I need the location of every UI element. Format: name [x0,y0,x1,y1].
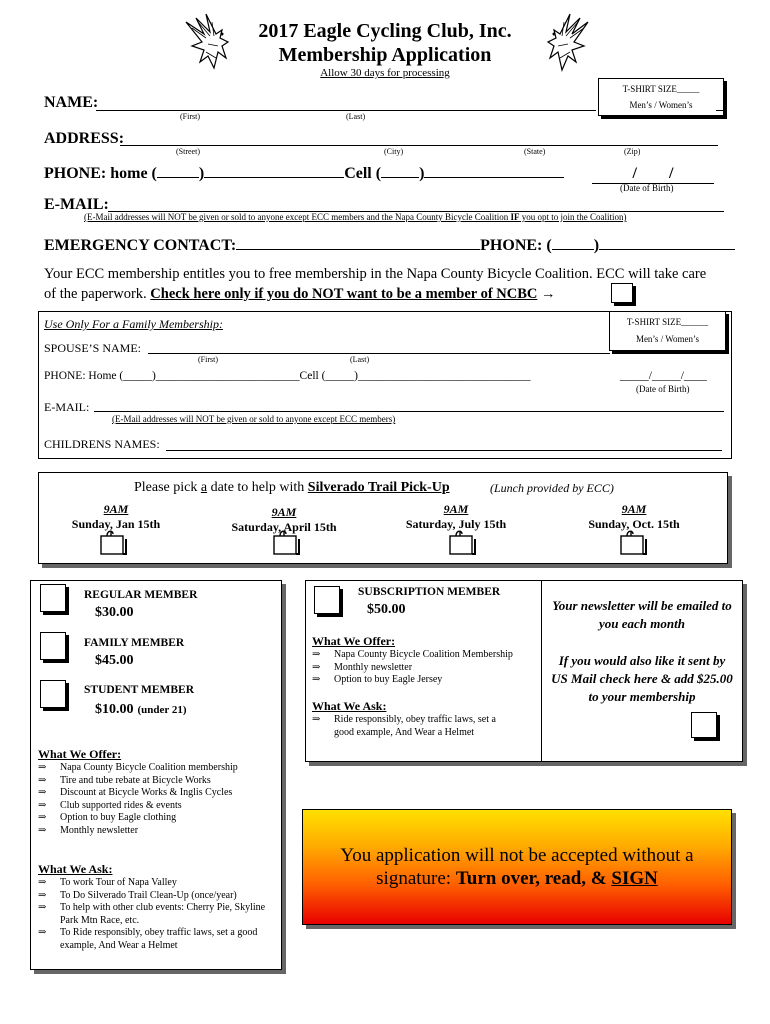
ncbc-check-text: Check here only if you do NOT want to be a member of NCBC [150,286,538,302]
subscription-ask-list [312,714,512,739]
silverado-time: 9AM [621,502,647,516]
silverado-date-4-checkbox[interactable] [619,530,647,556]
email-label: E-MAIL: [44,196,109,213]
student-member-checkbox[interactable] [40,680,66,708]
list-item: ⇒ Napa County Bicycle Coalition membership [38,762,258,775]
tshirt-size-options[interactable]: Men’s / Women’s [629,100,693,110]
silverado-day: Saturday, July 15th [405,517,507,531]
ask-title: What We Ask: [38,862,113,876]
family-tshirt-options[interactable]: Men’s / Women’s [635,334,700,344]
list-item: ⇒ To Ride responsibly, obey traffic laws, set a good example, And Wear a Helmet [38,927,270,952]
list-item: ⇒ To Do Silverado Trail Clean-Up (once/year) [38,890,270,903]
page-title: 2017 Eagle Cycling Club, Inc. [258,20,512,42]
email-note-if: IF [510,212,520,222]
spouse-first-caption: (First) [198,355,218,364]
cell-label: Cell ( [344,165,382,182]
emergency-phone-blank[interactable] [599,249,735,250]
silverado-time: 9AM [271,505,297,519]
student-price-value: $10.00 [95,702,134,717]
list-item: ⇒ Napa County Bicycle Coalition Membership [312,649,532,662]
silverado-prompt-b: date to help with [207,480,308,495]
list-item: ⇒ Monthly newsletter [38,825,258,838]
family-tshirt-box [609,311,726,351]
spouse-name-field[interactable] [148,353,610,354]
processing-note: Allow 30 days for processing [320,67,450,79]
tshirt-size-label: T-SHIRT SIZE_____ [622,84,700,94]
dob-slashes: / / [632,165,674,182]
phone-close: ) [198,165,205,182]
name-field[interactable] [96,110,596,111]
name-last-caption: (Last) [346,112,366,121]
spouse-dob-caption: (Date of Birth) [636,384,690,394]
address-zip-caption: (Zip) [624,147,641,156]
silverado-date-3 [386,502,526,532]
subscription-member-price: $50.00 [367,602,406,617]
list-item: ⇒ Ride responsibly, obey traffic laws, set a good example, And Wear a Helmet [312,714,512,739]
silverado-event-name: Silverado Trail Pick-Up [307,480,450,495]
warning-text-b: Turn over, read, & [455,868,612,889]
spouse-last-caption: (Last) [350,355,370,364]
list-item: ⇒ Monthly newsletter [312,662,532,675]
dob-field[interactable] [592,165,714,184]
list-item: ⇒ To work Tour of Napa Valley [38,877,270,890]
silverado-date-3-checkbox[interactable] [448,530,476,556]
regular-member-price: $30.00 [95,605,134,620]
ncbc-opt-out-checkbox[interactable] [611,283,633,303]
address-street-caption: (Street) [176,147,200,156]
address-field[interactable] [120,145,718,146]
silverado-prompt-a: Please pick [134,480,201,495]
silverado-day: Sunday, Oct. 15th [588,517,680,531]
spouse-email-field[interactable] [94,411,724,412]
newsletter-mail-note: If you would also like it sent by US Mail check here & add $25.00 to your membership [551,653,733,704]
family-tshirt-label: T-SHIRT SIZE______ [626,317,709,327]
silverado-day: Sunday, Jan 15th [71,517,161,531]
silverado-time: 9AM [443,502,469,516]
silverado-prompt [134,480,450,496]
phone-home-blank[interactable] [204,177,344,178]
newsletter-mail-checkbox[interactable] [691,712,717,738]
address-label: ADDRESS: [44,130,125,147]
address-state-caption: (State) [524,147,546,156]
list-item: ⇒ Discount at Bicycle Works & Inglis Cycles [38,787,258,800]
silverado-prompt-a-underlined: a [200,480,208,495]
silverado-time: 9AM [103,502,129,516]
spouse-dob-field[interactable]: _____/_____/____ [620,370,707,382]
spouse-phone-field[interactable]: PHONE: Home (_____)_________________________Cell (_____)______________________________ [44,370,531,382]
warning-text-a: You application will not be accepted without a signature: [340,845,694,889]
regular-member-checkbox[interactable] [40,584,66,612]
regular-member-label: REGULAR MEMBER [84,589,198,601]
subscription-offer-list [312,649,532,687]
silverado-date-1-checkbox[interactable] [99,530,127,556]
address-city-caption: (City) [384,147,404,156]
subscription-ask-title: What We Ask: [312,699,387,713]
dob-caption: (Date of Birth) [620,183,674,193]
warning-text-sign: SIGN [611,868,658,889]
list-item: ⇒ Option to buy Eagle Jersey [312,674,532,687]
children-names-label: CHILDRENS NAMES: [44,437,160,451]
student-member-price [95,700,187,718]
subscription-member-label: SUBSCRIPTION MEMBER [358,586,501,598]
newsletter-email-note: Your newsletter will be emailed to you each month [552,598,732,631]
arrow-right-icon: → [541,286,556,302]
silverado-lunch-note: (Lunch provided by ECC) [490,481,614,495]
silverado-date-2-checkbox[interactable] [272,530,300,556]
email-note-a: (E-Mail addresses will NOT be given or sold to anyone except ECC members and the Napa County Bicycle Coalition [84,212,511,222]
student-member-label: STUDENT MEMBER [84,684,195,696]
list-item: ⇒ Tire and tube rebate at Bicycle Works [38,775,258,788]
list-item: ⇒ Club supported rides & events [38,800,258,813]
subscription-member-checkbox[interactable] [314,586,340,614]
signature-warning-box [302,809,732,925]
family-member-price: $45.00 [95,653,134,668]
page-subtitle: Membership Application [278,44,492,66]
list-item: ⇒ Option to buy Eagle clothing [38,812,258,825]
tshirt-size-box [598,78,724,116]
emergency-area-blank[interactable] [552,249,594,250]
family-member-label: FAMILY MEMBER [84,637,185,649]
spouse-email-note: (E-Mail addresses will NOT be given or sold to anyone except ECC members) [112,414,396,424]
emergency-label-text: EMERGENCY CONTACT: [44,237,237,254]
silverado-date-4 [572,502,696,532]
phone-home-label [44,165,564,183]
signature-warning-text [313,844,721,890]
email-note-b: you opt to join the Coalition) [519,212,627,222]
silverado-day: Saturday, April 15th [231,520,337,534]
emergency-contact-blank[interactable] [236,249,480,250]
ask-list [38,877,270,952]
offer-title: What We Offer: [38,747,122,761]
cell-area-blank[interactable] [381,177,419,178]
email-note [84,212,627,222]
student-age-note: (under 21) [137,704,187,716]
silverado-date-1 [56,502,176,532]
offer-list [38,762,258,837]
phone-area-blank[interactable] [157,177,199,178]
emergency-phone-label: PHONE: ( [480,237,552,254]
emergency-close: ) [593,237,600,254]
name-label: NAME: [44,94,99,111]
family-header: Use Only For a Family Membership: [44,317,223,331]
subscription-offer-title: What We Offer: [312,634,396,648]
spouse-name-label: SPOUSE’S NAME: [44,341,142,355]
list-item: ⇒ To help with other club events: Cherry Pie, Skyline Park Mtn Race, etc. [38,902,270,927]
phone-home-text: PHONE: home ( [44,165,157,182]
cell-blank[interactable] [424,177,564,178]
name-first-caption: (First) [180,112,200,121]
emergency-contact-label [44,237,735,255]
ncbc-text: Your ECC membership entitles you to free membership in the Napa County Bicycle Coalition. ECC will take care of the paperwork. [44,266,707,302]
family-member-checkbox[interactable] [40,632,66,660]
children-names-field[interactable] [166,450,722,451]
cell-close: ) [419,165,425,182]
name-field-end [716,110,724,111]
spouse-email-label: E-MAIL: [44,400,90,414]
